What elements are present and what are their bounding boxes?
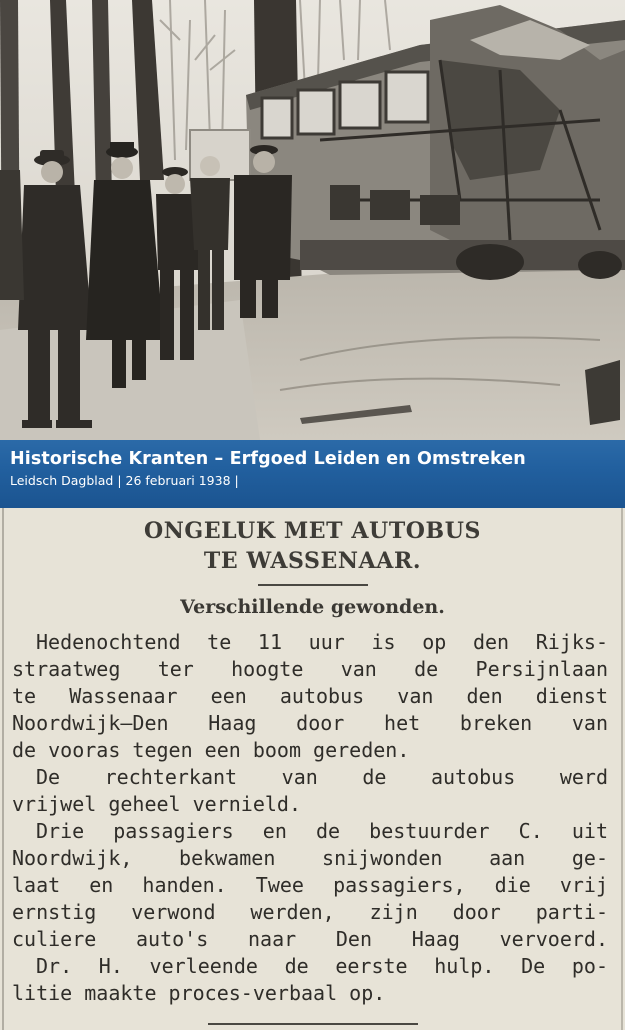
banner-title: Historische Kranten – Erfgoed Leiden en Omstreken bbox=[10, 449, 526, 469]
article-line: de vooras tegen een boom gereden. bbox=[12, 738, 410, 762]
article-line: Hedenochtend te 11 uur is op den Rijks- bbox=[36, 630, 608, 654]
article-line: Drie passagiers en de bestuurder C. uit bbox=[36, 819, 608, 843]
article-line: Noordwijk, bekwamen snijwonden aan ge- bbox=[12, 846, 608, 870]
banner-source-date: Leidsch Dagblad | 26 februari 1938 | bbox=[10, 473, 239, 488]
article-line: ernstig verwond werden, zijn door parti- bbox=[12, 900, 608, 924]
divider-rule bbox=[208, 1023, 418, 1025]
article-line: De rechterkant van de autobus werd bbox=[36, 765, 608, 789]
historic-photo bbox=[0, 0, 625, 440]
article-line: vrijwel geheel vernield. bbox=[12, 792, 301, 816]
headline-line-2: TE WASSENAAR. bbox=[203, 548, 422, 574]
article-line: Dr. H. verleende de eerste hulp. De po- bbox=[36, 954, 608, 978]
article-line: Noordwijk—Den Haag door het breken van bbox=[12, 711, 608, 735]
subheadline: Verschillende gewonden. bbox=[180, 596, 445, 618]
article-line: te Wassenaar een autobus van den dienst bbox=[12, 684, 608, 708]
article-line: laat en handen. Twee passagiers, die vrij bbox=[12, 873, 608, 897]
article-line: straatweg ter hoogte van de Persijnlaan bbox=[12, 657, 608, 681]
article-line: culiere auto's naar Den Haag vervoerd. bbox=[12, 927, 608, 951]
caption-banner bbox=[0, 440, 625, 508]
newspaper-clipping bbox=[0, 508, 625, 1030]
article-line: litie maakte proces-verbaal op. bbox=[12, 981, 386, 1005]
bus-accident-photo-icon bbox=[0, 0, 625, 440]
divider-rule bbox=[258, 584, 368, 586]
headline-line-1: ONGELUK MET AUTOBUS bbox=[143, 518, 482, 544]
